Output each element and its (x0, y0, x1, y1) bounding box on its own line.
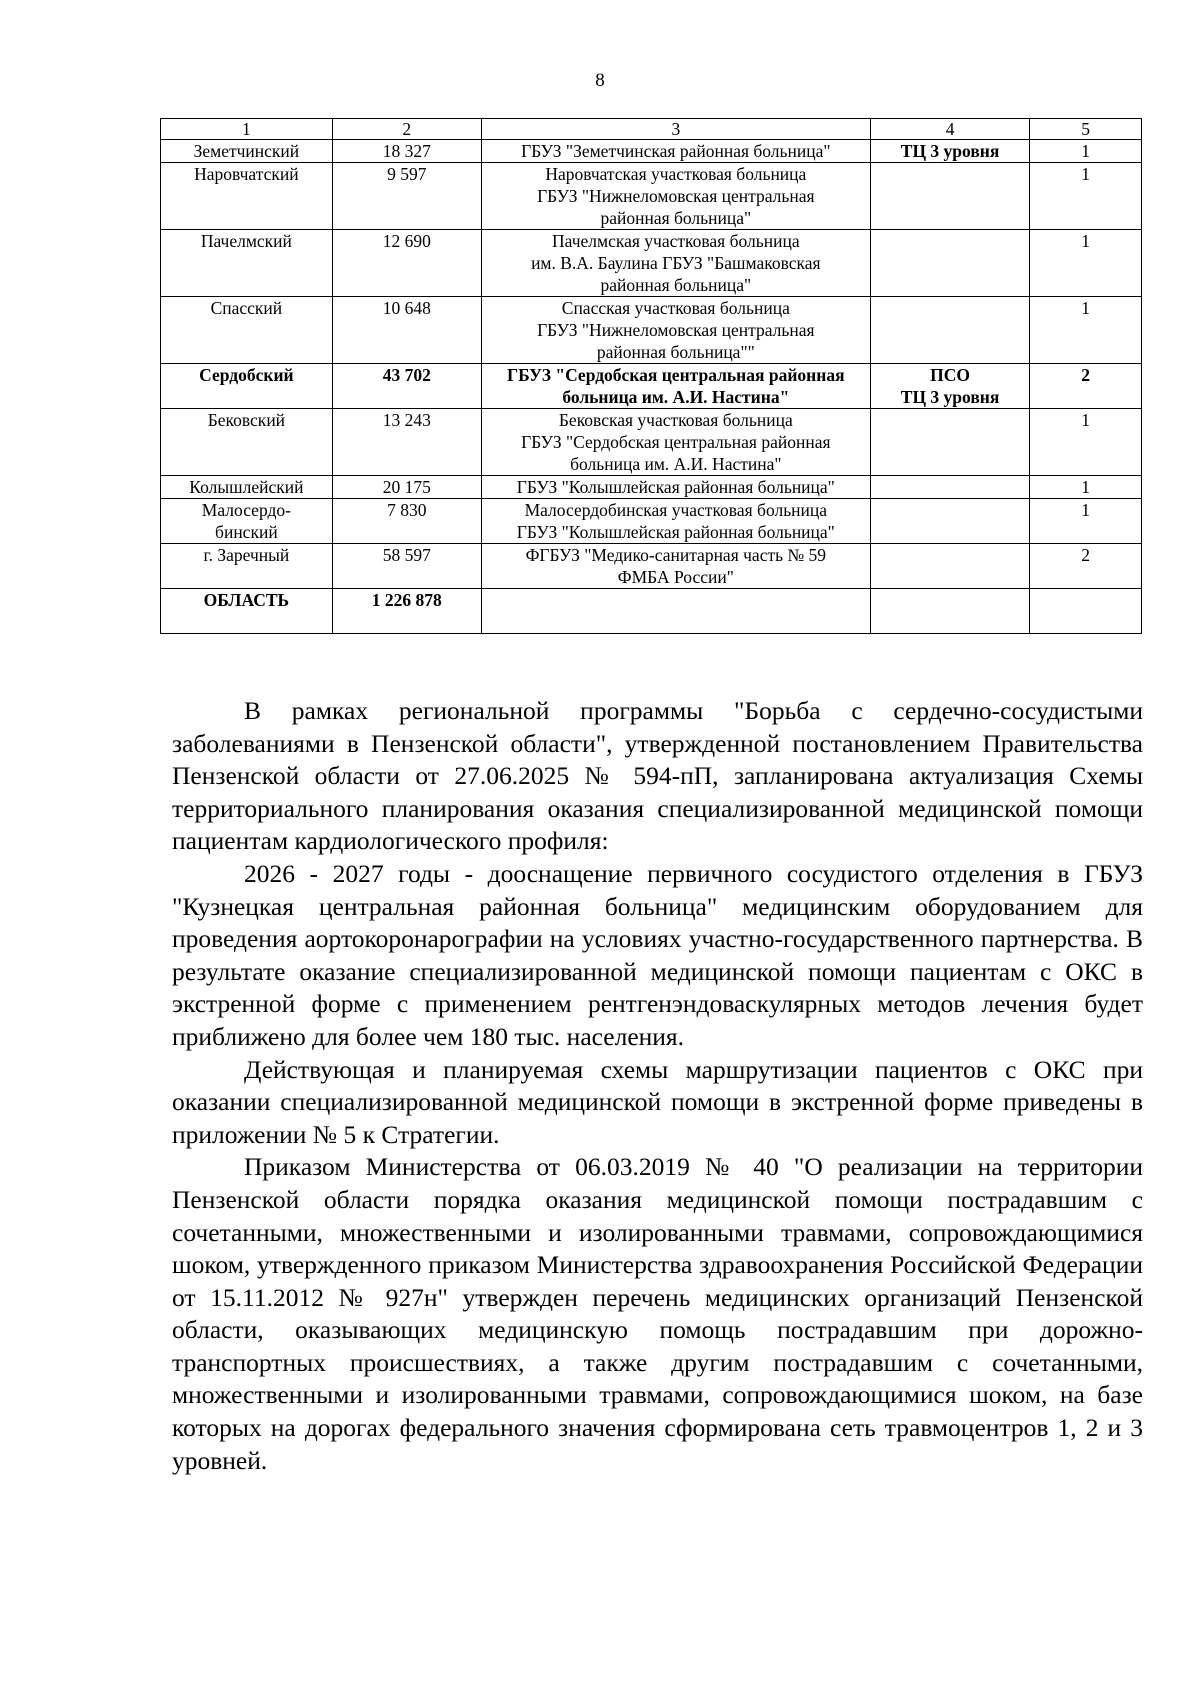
table-body (161, 119, 1142, 634)
unit-cell (870, 140, 1030, 163)
population-cell: 12 690 (332, 230, 481, 297)
column-header: 4 (870, 119, 1030, 140)
unit-cell (870, 297, 1030, 364)
level-cell: 1 (1030, 476, 1142, 499)
cell-line: ФГБУЗ "Медико-санитарная часть № 59 (525, 545, 827, 565)
hospital-routing-table (160, 118, 1142, 634)
population-cell: 10 648 (332, 297, 481, 364)
institution-cell (481, 297, 870, 364)
level-cell: 1 (1030, 163, 1142, 230)
table-row (161, 297, 1142, 364)
population-cell: 9 597 (332, 163, 481, 230)
paragraph: Приказом Министерства от 06.03.2019 № 40 "О реализации на территории Пензенской области порядка оказания медицинской помощи пострадавшим с сочетанными, множественными и изолированными травмами, сопровождающимися шоком, утвержденного приказом Министерства здравоохранения Российской Федерации от 15.11.2012 № 927н" утвержден перечень медицинских организаций Пензенской области, оказывающих медицинскую помощь пострадавшим при дорожно-транспортных происшествиях, а также другим пострадавшим с сочетанными, множественными и изолированными травмами, сопровождающимися шоком, на базе которых на дорогах федерального значения сформирована сеть травмоцентров 1, 2 и 3 уровней. (172, 1152, 1143, 1475)
table-header-row (161, 119, 1142, 140)
cell-line: районная больница"" (596, 342, 755, 362)
cell-line: ГБУЗ "Сердобская центральная районная (507, 365, 845, 385)
district-cell (161, 140, 333, 163)
cell-line: ГБУЗ "Земетчинская районная больница" (521, 141, 831, 161)
cell-line: Пачелмская участковая больница (552, 231, 800, 251)
population-cell: 20 175 (332, 476, 481, 499)
level-cell (1030, 589, 1142, 634)
table-row (161, 163, 1142, 230)
cell-line: бинский (215, 522, 278, 542)
institution-cell (481, 499, 870, 544)
cell-line: Спасский (210, 298, 283, 318)
cell-line: Бековский (207, 410, 286, 430)
cell-line: ГБУЗ "Колышлейская районная больница" (516, 522, 835, 542)
cell-line: Пачелмский (200, 231, 292, 251)
institution-cell (481, 544, 870, 589)
unit-cell (870, 230, 1030, 297)
institution-cell (481, 230, 870, 297)
cell-line: Земетчинский (193, 141, 300, 161)
district-cell (161, 499, 333, 544)
table-row (161, 589, 1142, 634)
cell-line: Малосердобинская участковая больница (524, 500, 828, 520)
cell-line: ОБЛАСТЬ (203, 590, 290, 610)
column-header: 1 (161, 119, 333, 140)
population-cell: 18 327 (332, 140, 481, 163)
population-cell: 1 226 878 (332, 589, 481, 634)
paragraph: 2026 - 2027 годы - дооснащение первичного сосудистого отделения в ГБУЗ "Кузнецкая центральная районная больница" медицинским оборудованием для проведения аортокоронарографии на условиях участно-государственного партнерства. В результате оказание специализированной медицинской помощи пациентам с ОКС в экстренной форме с применением рентгенэндоваскулярных методов лечения будет приближено для более чем 180 тыс. населения. (172, 858, 1143, 1051)
cell-line: г. Заречный (203, 545, 290, 565)
cell-line: ГБУЗ "Нижнеломовская центральная (537, 320, 815, 340)
table-row (161, 140, 1142, 163)
column-header: 5 (1030, 119, 1142, 140)
table-row (161, 364, 1142, 409)
level-cell: 2 (1030, 544, 1142, 589)
cell-line: ГБУЗ "Сердобская центральная районная (521, 432, 831, 452)
unit-cell (870, 409, 1030, 476)
district-cell (161, 364, 333, 409)
institution-cell (481, 476, 870, 499)
institution-cell (481, 589, 870, 634)
level-cell: 1 (1030, 297, 1142, 364)
table-row (161, 230, 1142, 297)
unit-cell (870, 499, 1030, 544)
level-cell: 2 (1030, 364, 1142, 409)
district-cell (161, 163, 333, 230)
cell-line: ГБУЗ "Колышлейская районная больница" (516, 477, 835, 497)
table-row (161, 409, 1142, 476)
unit-cell (870, 544, 1030, 589)
district-cell (161, 544, 333, 589)
cell-line: районная больница" (600, 208, 752, 228)
table-row (161, 544, 1142, 589)
cell-line: им. В.А. Баулина ГБУЗ "Башмаковская (531, 253, 821, 273)
level-cell: 1 (1030, 230, 1142, 297)
population-cell: 58 597 (332, 544, 481, 589)
cell-line: Бековская участковая больница (558, 410, 793, 430)
paragraph: В рамках региональной программы "Борьба с сердечно-сосудистыми заболеваниями в Пензенской области", утвержденной постановлением Правительства Пензенской области от 27.06.2025 № 594-пП, запланирована актуализация Схемы территориального планирования оказания специализированной медицинской помощи пациентам кардиологического профиля: (172, 696, 1143, 856)
cell-line: Наровчатская участковая больница (545, 164, 807, 184)
cell-line: Малосердо- (201, 500, 291, 520)
level-cell: 1 (1030, 499, 1142, 544)
table-row (161, 476, 1142, 499)
unit-cell (870, 364, 1030, 409)
population-cell: 43 702 (332, 364, 481, 409)
body-text (172, 695, 1143, 1477)
cell-line: ФМБА России" (617, 567, 734, 587)
cell-line: Наровчатский (194, 164, 299, 184)
unit-cell (870, 476, 1030, 499)
cell-line: районная больница" (600, 275, 752, 295)
paragraph: Действующая и планируемая схемы маршрутизации пациентов с ОКС при оказании специализированной медицинской помощи в экстренной форме приведены в приложении № 5 к Стратегии. (172, 1054, 1143, 1149)
cell-line: больница им. А.И. Настина" (570, 454, 782, 474)
level-cell: 1 (1030, 409, 1142, 476)
cell-line: Сердобский (199, 365, 294, 385)
institution-cell (481, 409, 870, 476)
population-cell: 13 243 (332, 409, 481, 476)
district-cell (161, 476, 333, 499)
page-number: 8 (595, 70, 605, 91)
unit-cell (870, 589, 1030, 634)
population-cell: 7 830 (332, 499, 481, 544)
cell-line: ГБУЗ "Нижнеломовская центральная (537, 186, 815, 206)
district-cell (161, 230, 333, 297)
institution-cell (481, 364, 870, 409)
column-header: 2 (332, 119, 481, 140)
district-cell (161, 409, 333, 476)
column-header: 3 (481, 119, 870, 140)
institution-cell (481, 140, 870, 163)
unit-cell (870, 163, 1030, 230)
cell-line: ТЦ 3 уровня (900, 141, 1000, 161)
district-cell (161, 297, 333, 364)
cell-line: больница им. А.И. Настина" (562, 387, 790, 407)
table-row (161, 499, 1142, 544)
cell-line: ПСО (930, 365, 970, 385)
level-cell: 1 (1030, 140, 1142, 163)
institution-cell (481, 163, 870, 230)
cell-line: ТЦ 3 уровня (900, 387, 1000, 407)
cell-line: Спасская участковая больница (561, 298, 790, 318)
district-cell (161, 589, 333, 634)
cell-line: Колышлейский (189, 477, 304, 497)
